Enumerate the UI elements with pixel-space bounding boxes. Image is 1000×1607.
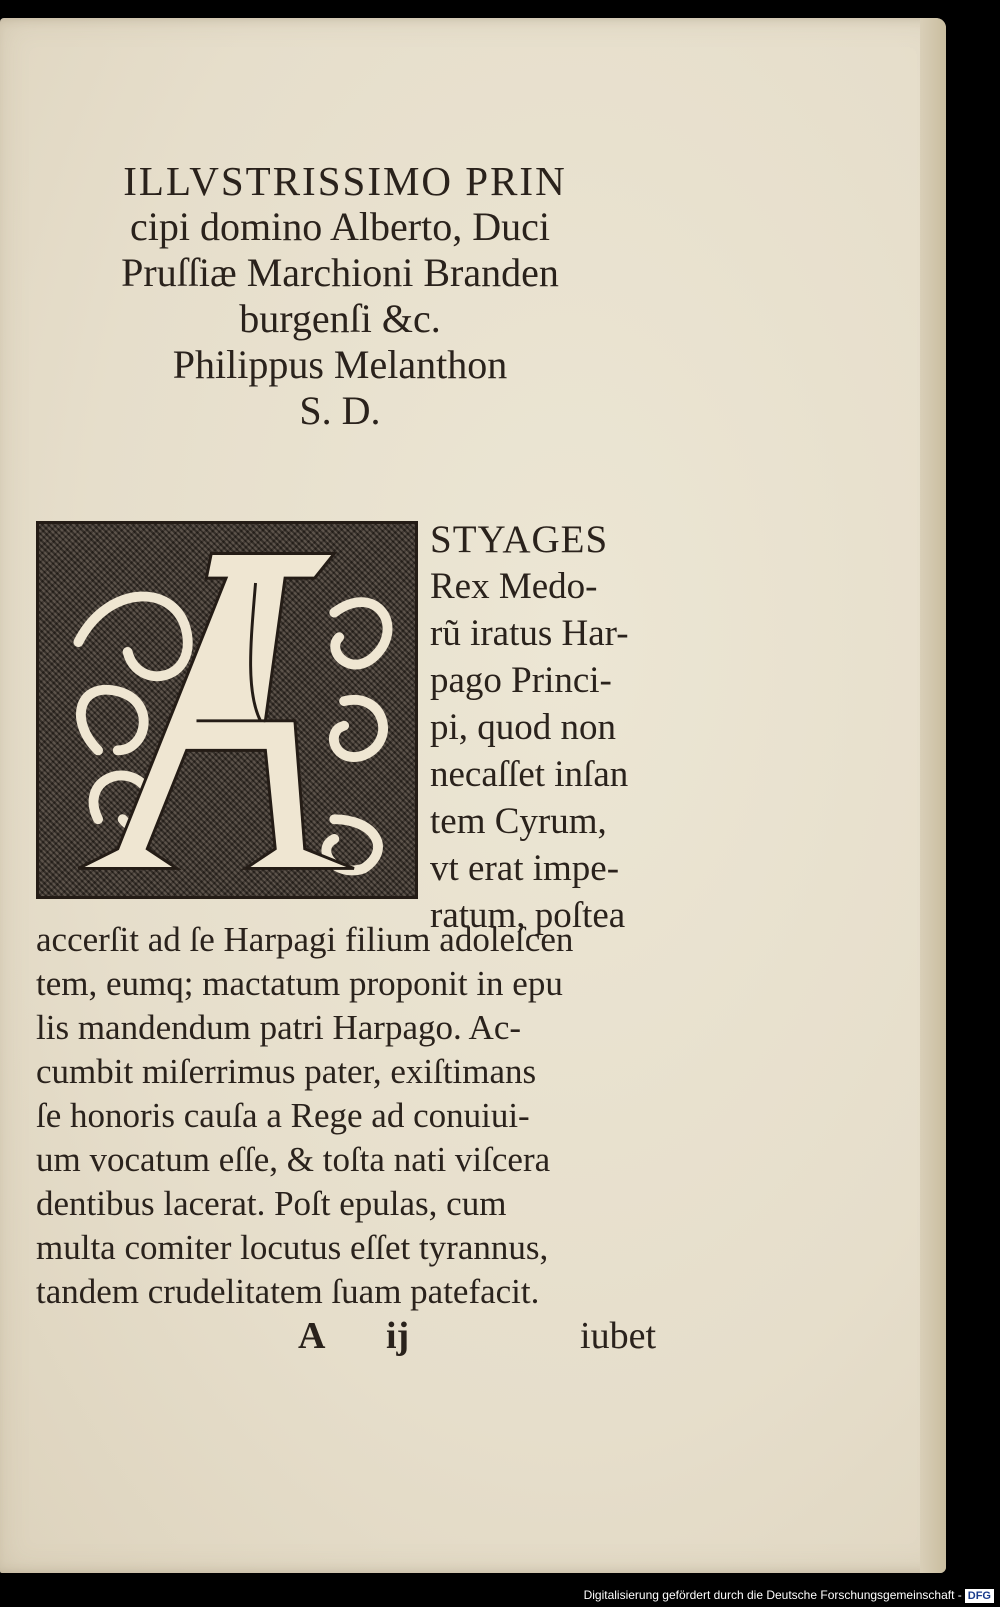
catchword: iubet <box>580 1315 656 1357</box>
book-page <box>0 18 946 1573</box>
text-line: STYAGES <box>430 518 609 561</box>
decorated-initial-woodcut <box>36 521 418 899</box>
text-line: pi, quod non <box>430 707 617 748</box>
text-line: ſe honoris cauſa a Rege ad conuiui- <box>36 1096 530 1135</box>
signature-mark: A <box>298 1315 326 1357</box>
dedication-heading <box>0 158 680 434</box>
signature-number: ij <box>386 1315 410 1357</box>
page-footer <box>36 1314 656 1364</box>
dfg-logo: DFG <box>965 1589 994 1603</box>
text-line: ratum, poſtea <box>430 895 626 936</box>
dedication-line: S. D. <box>299 388 381 433</box>
text-line: tandem crudelitatem ſuam patefacit. <box>36 1272 540 1311</box>
text-line: um vocatum eſſe, & toſta nati viſcera <box>36 1140 551 1179</box>
text-line: multa comiter locutus eſſet tyrannus, <box>36 1228 549 1267</box>
text-line: vt erat impe- <box>430 848 620 889</box>
text-line: necaſſet inſan <box>430 754 629 795</box>
body-text <box>36 918 676 1314</box>
digitization-credit <box>584 1585 994 1605</box>
text-line: accerſit ad ſe Harpagi filium adoleſcen <box>36 920 574 959</box>
text-line: cumbit miſerrimus pater, exiſtimans <box>36 1052 537 1091</box>
dedication-line: ILLVSTRISSIMO PRIN <box>123 158 567 204</box>
side-text-column <box>430 516 670 939</box>
credit-text: Digitalisierung gefördert durch die Deutsche Forschungsgemeinschaft - <box>583 1588 962 1602</box>
dedication-line: Philippus Melanthon <box>172 342 508 387</box>
text-line: dentibus lacerat. Poſt epulas, cum <box>36 1184 507 1223</box>
text-line: pago Princi- <box>430 660 612 701</box>
dedication-line: cipi domino Alberto, Duci <box>130 204 550 249</box>
text-line: tem, eumq; mactatum proponit in epu <box>36 964 563 1003</box>
text-line: lis mandendum patri Harpago. Ac- <box>36 1008 522 1047</box>
page-edge <box>920 18 946 1573</box>
text-line: tem Cyrum, <box>430 801 607 842</box>
text-line: rũ iratus Har- <box>430 613 629 654</box>
initial-letter-ornament <box>39 524 415 896</box>
dedication-line: Pruſſiæ Marchioni Branden <box>121 250 559 295</box>
dedication-line: burgenſi &c. <box>239 296 441 341</box>
text-line: Rex Medo- <box>430 566 598 607</box>
